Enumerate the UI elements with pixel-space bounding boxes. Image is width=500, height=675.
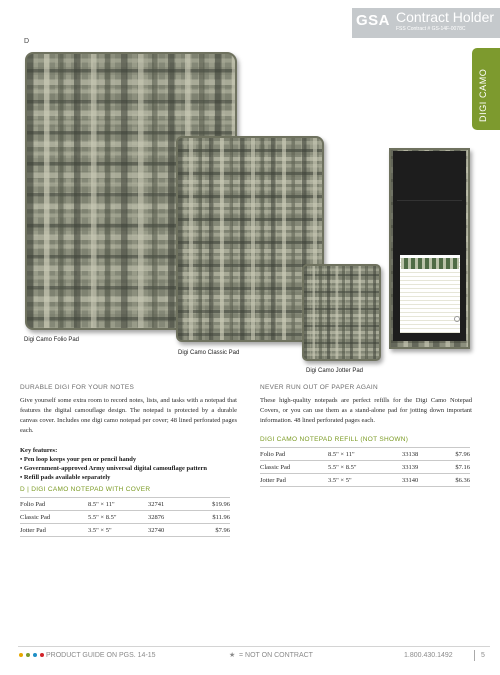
cover-price-table [20, 497, 230, 537]
features-list [20, 446, 207, 482]
jotter-pad-image [302, 264, 381, 361]
product-sku: 33140 [402, 474, 440, 487]
category-tab-label: DIGI CAMO [478, 68, 488, 122]
gsa-logo: GSA [356, 12, 391, 29]
contract-holder-title: Contract Holder [396, 9, 495, 25]
classic-caption: Digi Camo Classic Pad [178, 350, 240, 356]
product-sku: 32876 [148, 511, 188, 524]
section-letter: D [24, 38, 30, 45]
product-name: Folio Pad [260, 448, 328, 461]
table-row [20, 511, 230, 524]
page-number: 5 [481, 652, 485, 659]
dot-icon [40, 653, 44, 657]
jotter-caption: Digi Camo Jotter Pad [306, 368, 364, 374]
product-name: Folio Pad [20, 498, 88, 511]
table-row [20, 524, 230, 537]
product-sku: 32740 [148, 524, 188, 537]
refill-price-table [260, 447, 470, 487]
footer-separator [474, 650, 475, 661]
right-heading: NEVER RUN OUT OF PAPER AGAIN [260, 384, 378, 391]
notepad-camo-header [401, 258, 459, 269]
product-size: 5.5" × 8.5" [88, 511, 148, 524]
features-title: Key features: [20, 447, 58, 454]
product-price: $11.96 [188, 511, 230, 524]
product-price: $6.36 [440, 474, 470, 487]
star-icon: ★ [229, 651, 236, 659]
footer-divider [18, 646, 490, 647]
product-price: $7.96 [440, 448, 470, 461]
dot-icon [19, 653, 23, 657]
product-name: Classic Pad [20, 511, 88, 524]
product-name: Jotter Pad [20, 524, 88, 537]
product-guide-link[interactable]: PRODUCT GUIDE ON PGS. 14-15 [46, 652, 156, 659]
table-row [260, 474, 470, 487]
right-table-heading: DIGI CAMO NOTEPAD REFILL (NOT SHOWN) [260, 436, 409, 443]
feature-item: • Refill pads available separately [20, 474, 111, 481]
left-body: Give yourself some extra room to record notes, lists, and tasks with a notepad that features the digital camouflage design. The notepad is protected by a durable canvas cover. Includes one digi camo notepad per cover; 48 lined perforated pages each. [20, 397, 237, 434]
product-size: 8.5" × 11" [328, 448, 402, 461]
not-on-contract-note: = NOT ON CONTRACT [239, 652, 313, 659]
dot-icon [33, 653, 37, 657]
product-price: $7.96 [188, 524, 230, 537]
product-sku: 32741 [148, 498, 188, 511]
phone-number[interactable]: 1.800.430.1492 [404, 652, 453, 659]
product-price: $7.16 [440, 461, 470, 474]
product-sku: 33139 [402, 461, 440, 474]
folio-caption: Digi Camo Folio Pad [24, 337, 80, 343]
pocket-seam [397, 200, 462, 201]
table-row [260, 461, 470, 474]
left-heading: DURABLE DIGI FOR YOUR NOTES [20, 384, 135, 391]
contract-number: FSS Contract # GS-14F-0078C [396, 26, 466, 32]
product-name: Classic Pad [260, 461, 328, 474]
product-size: 8.5" × 11" [88, 498, 148, 511]
product-size: 3.5" × 5" [328, 474, 402, 487]
table-row [260, 448, 470, 461]
feature-item: • Pen loop keeps your pen or pencil handy [20, 456, 137, 463]
product-price: $19.96 [188, 498, 230, 511]
left-table-heading: D | DIGI CAMO NOTEPAD WITH COVER [20, 486, 151, 493]
product-size: 5.5" × 8.5" [328, 461, 402, 474]
feature-item: • Government-approved Army universal digital camouflage pattern [20, 465, 208, 472]
footer-dots [19, 653, 44, 657]
pen-loop-icon [454, 316, 460, 322]
table-row [20, 498, 230, 511]
right-body: These high-quality notepads are perfect refills for the Digi Camo Notepad Covers, or you can use them as a stand-alone pad for jotting down important information. 48 lined perforated pages each. [260, 397, 472, 424]
product-size: 3.5" × 5" [88, 524, 148, 537]
product-sku: 33138 [402, 448, 440, 461]
product-name: Jotter Pad [260, 474, 328, 487]
dot-icon [26, 653, 30, 657]
